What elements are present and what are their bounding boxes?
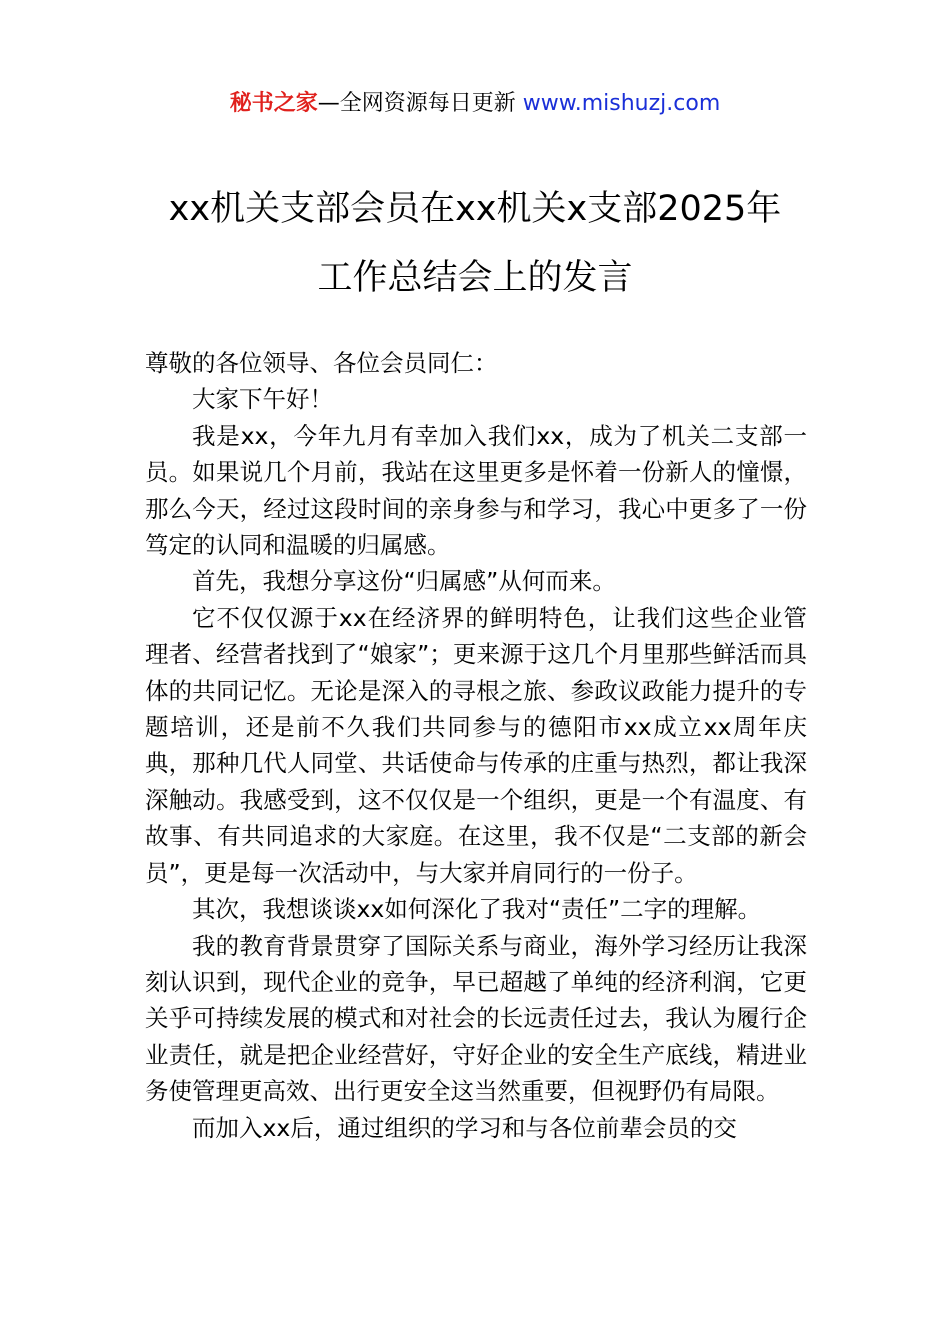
site-brand: 秘书之家 <box>229 91 318 116</box>
salutation: 尊敬的各位领导、各位会员同仁： <box>145 349 498 377</box>
document-title-line-2: 工作总结会上的发言 <box>317 258 633 298</box>
document-title-line-1: xx机关支部会员在xx机关x支部2025年 <box>168 189 782 229</box>
site-url-link[interactable]: www.mishuzj.com <box>522 91 721 116</box>
paragraph-after-joining: 而加入xx后，通过组织的学习和与各位前辈会员的交 <box>192 1113 737 1142</box>
site-tagline: —全网资源每日更新 <box>317 91 523 116</box>
site-header <box>0 88 950 120</box>
paragraph-belonging-heading: 首先，我想分享这份“归属感”从何而来。 <box>192 567 616 596</box>
paragraph-greeting: 大家下午好！ <box>192 385 333 414</box>
paragraph-education-background: 我的教育背景贯穿了国际关系与商业，海外学习经历让我深刻认识到，现代企业的竞争，早已超越了单纯的经济利润，它更关乎可持续发展的模式和对社会的长远责任过去，我认为履行企业责任，就是把企业经营好，守好企业的安全生产底线，精进业务使管理更高效、出行更安全这当然重要，但视野仍有局限。 <box>145 931 807 1106</box>
paragraph-belonging-body: 它不仅仅源于xx在经济界的鲜明特色，让我们这些企业管理者、经营者找到了“娘家”；更来源于这几个月里那些鲜活而具体的共同记忆。无论是深入的寻根之旅、参政议政能力提升的专题培训，还是前不久我们共同参与的德阳市xx成立xx周年庆典，那种几代人同堂、共话使命与传承的庄重与热烈，都让我深深触动。我感受到，这不仅仅是一个组织，更是一个有温度、有故事、有共同追求的大家庭。在这里，我不仅是“二支部的新会员”，更是每一次活动中，与大家并肩同行的一份子。 <box>145 603 807 887</box>
paragraph-introduction: 我是xx，今年九月有幸加入我们xx，成为了机关二支部一员。如果说几个月前，我站在这里更多是怀着一份新人的憧憬，那么今天，经过这段时间的亲身参与和学习，我心中更多了一份笃定的认同和温暖的归属感。 <box>145 421 807 560</box>
paragraph-responsibility-heading: 其次，我想谈谈xx如何深化了我对“责任”二字的理解。 <box>192 895 762 924</box>
document-body <box>145 345 807 1146</box>
